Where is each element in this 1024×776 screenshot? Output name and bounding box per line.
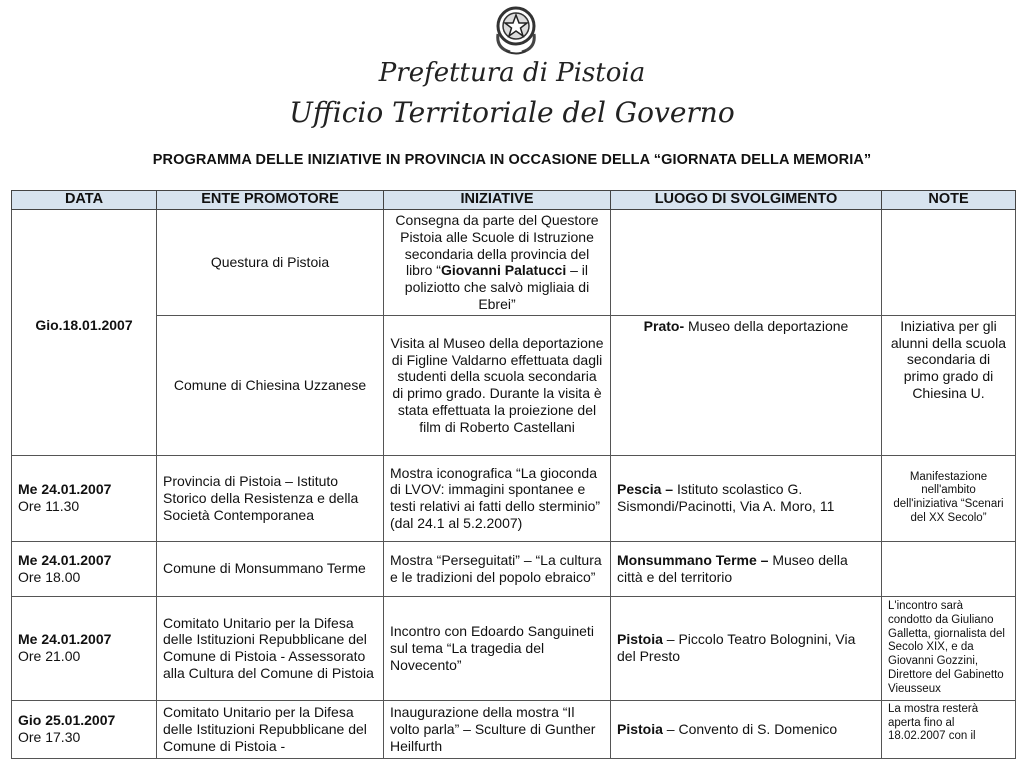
column-header-iniziative: INIZIATIVE (384, 191, 611, 210)
column-header-note: NOTE (882, 191, 1016, 210)
iniziative-cell (384, 210, 611, 316)
table-row (12, 700, 1016, 758)
table-row (12, 455, 1016, 541)
luogo-text: Istituto scolastico G. Sismondi/Pacinotti, Via A. Moro, 11 (617, 481, 835, 515)
luogo-bold: Pistoia (617, 631, 663, 648)
note-cell (882, 210, 1016, 316)
note-cell: La mostra resterà aperta fino al 18.02.2007 con il (882, 700, 1016, 758)
luogo-cell (611, 596, 882, 700)
ente-cell: Comitato Unitario per la Difesa delle Istituzioni Repubblicane del Comune di Pistoia - (157, 700, 384, 758)
date-cell (12, 455, 157, 541)
ente-cell: Provincia di Pistoia – Istituto Storico della Resistenza e della Società Contemporanea (157, 455, 384, 541)
note-cell: L'incontro sarà condotto da Giuliano Galletta, giornalista del Secolo XIX, e da Giovanni Gozzini, Direttore del Gabinetto Vieusseux (882, 596, 1016, 700)
iniziative-text: Consegna da parte del Questore Pistoia alle Scuole di Istruzione secondaria della provincia del libro “ (395, 212, 599, 279)
ente-cell: Questura di Pistoia (157, 210, 384, 316)
office-title: Prefettura di Pistoia (378, 58, 646, 88)
luogo-cell (611, 455, 882, 541)
iniziative-text: – il poliziotto che salvò migliaia di Ebrei” (404, 262, 590, 312)
date-cell (12, 700, 157, 758)
note-cell: Iniziativa per gli alunni della scuola secondaria di primo grado di Chiesina U. (882, 315, 1016, 455)
column-header-luogo: LUOGO DI SVOLGIMENTO (611, 191, 882, 210)
office-subtitle: Ufficio Territoriale del Governo (289, 96, 735, 129)
ente-cell: Comitato Unitario per la Difesa delle Istituzioni Repubblicane del Comune di Pistoia - Assessorato alla Cultura del Comune di Pistoia (157, 596, 384, 700)
date-cell (12, 596, 157, 700)
luogo-bold: Prato- (643, 317, 685, 334)
luogo-cell (611, 210, 882, 316)
column-header-data: DATA (12, 191, 157, 210)
event-date: Me 24.01.2007 (18, 551, 112, 568)
luogo-cell (611, 700, 882, 758)
iniziative-cell: Inaugurazione della mostra “Il volto parla” – Sculture di Gunther Heilfurth (384, 700, 611, 758)
column-header-ente: ENTE PROMOTORE (157, 191, 384, 210)
event-time: Ore 17.30 (18, 729, 81, 746)
table-row (12, 596, 1016, 700)
event-time: Ore 21.00 (18, 648, 81, 665)
luogo-text: Museo della città e del territorio (617, 551, 848, 585)
ente-cell: Comune di Chiesina Uzzanese (157, 315, 384, 455)
luogo-bold: Monsummano Terme – (617, 551, 769, 568)
iniziative-cell: Incontro con Edoardo Sanguineti sul tema “La tragedia del Novecento” (384, 596, 611, 700)
luogo-text: – Convento di S. Domenico (662, 720, 838, 737)
table-row (12, 541, 1016, 596)
ente-cell: Comune di Monsummano Terme (157, 541, 384, 596)
italian-republic-emblem-icon (492, 4, 540, 58)
table-header-row (12, 191, 1016, 210)
note-cell: Manifestazione nell'ambito dell'iniziativa “Scenari del XX Secolo” (882, 455, 1016, 541)
event-date: Me 24.01.2007 (18, 631, 112, 648)
event-time: Ore 18.00 (18, 568, 81, 585)
event-date: Gio 25.01.2007 (18, 712, 116, 729)
table-row (12, 315, 1016, 455)
luogo-bold: Pescia – (617, 481, 674, 498)
table-row (12, 210, 1016, 316)
event-time: Ore 11.30 (18, 498, 80, 515)
luogo-cell (611, 541, 882, 596)
event-date: Me 24.01.2007 (18, 481, 112, 498)
luogo-text: – Piccolo Teatro Bolognini, Via del Presto (617, 631, 856, 665)
iniziative-cell: Visita al Museo della deportazione di Figline Valdarno effettuata dagli studenti della scuola secondaria di primo grado. Durante la visita è stata effettuata la proiezione del film di Roberto Castellani (384, 315, 611, 455)
iniziative-cell: Mostra “Perseguitati” – “La cultura e le tradizioni del popolo ebraico” (384, 541, 611, 596)
luogo-text: Museo della deportazione (684, 317, 849, 334)
luogo-bold: Pistoia (617, 720, 663, 737)
date-cell (12, 541, 157, 596)
iniziative-cell: Mostra iconografica “La gioconda di LVOV: immagini spontanee e testi relativi ai fatti dello sterminio” (dal 24.1 al 5.2.2007) (384, 455, 611, 541)
date-cell (12, 210, 157, 456)
program-table (11, 190, 1016, 759)
iniziative-bold: Giovanni Palatucci (440, 262, 567, 279)
event-date: Gio.18.01.2007 (35, 317, 133, 333)
page-heading: PROGRAMMA DELLE INIZIATIVE IN PROVINCIA IN OCCASIONE DELLA “GIORNATA DELLA MEMORIA” (152, 152, 872, 168)
luogo-cell (611, 315, 882, 455)
note-cell (882, 541, 1016, 596)
